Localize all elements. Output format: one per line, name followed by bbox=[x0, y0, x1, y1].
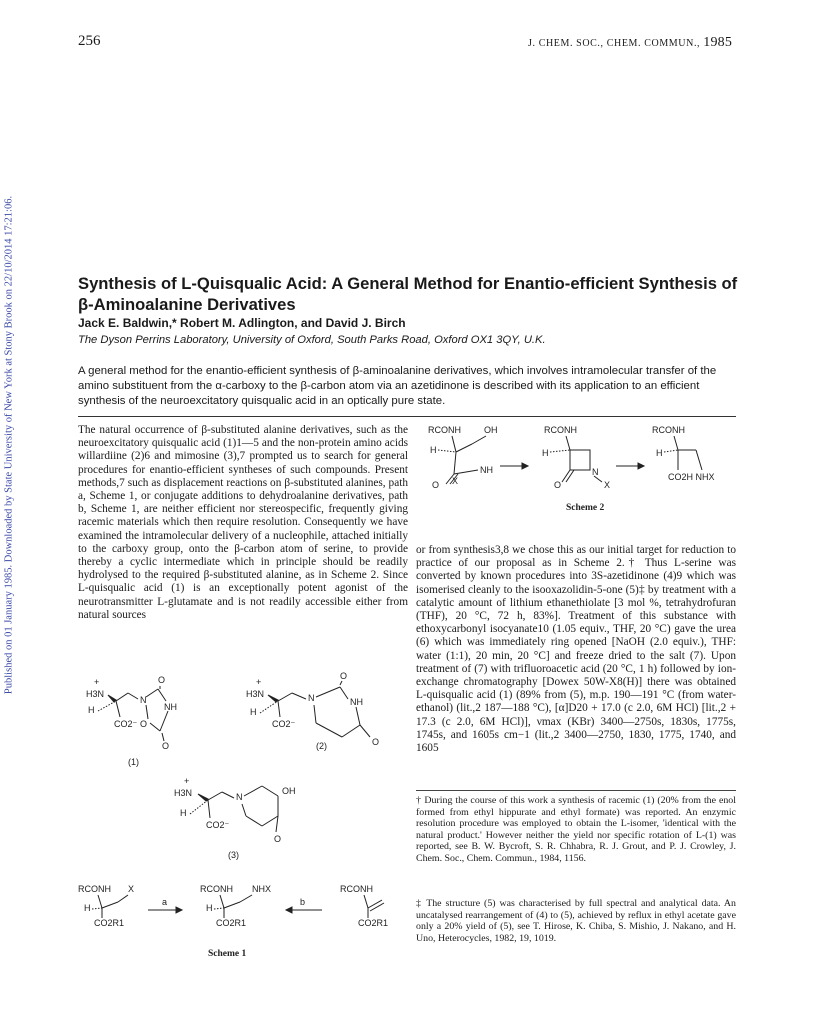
c2-plus: + bbox=[256, 677, 262, 687]
s1-path-b: b bbox=[300, 897, 306, 907]
page-number: 256 bbox=[78, 33, 101, 49]
c2-h: H bbox=[250, 707, 257, 717]
footnote-dagger: † During the course of this work a synthesis of racemic (1) (20% from the enol formed from ethyl hippurate and ethyl formate) was reported. An enzymic resolution procedure was employed to obtain the L-isomer, 'identical with the natural product.' However neither the yield nor specific rotation of L-(1) was reported, see B. W. Bycroft, S. R. Chhabra, R. J. Grout, and P. J. Crowley, J. Chem. Soc., Chem. Commun., 1984, 1156. bbox=[416, 795, 736, 864]
abstract-divider bbox=[78, 416, 736, 417]
c2-co2: CO2⁻ bbox=[272, 719, 296, 729]
s2-label-h-2: H bbox=[542, 448, 549, 458]
body-right-column: or from synthesis3,8 we chose this as our initial target for reduction to practice of our proposal as in Scheme 2.† Thus L-serine was converted by known procedures into 3S-azetidinone (4)9 which was isomerised cleanly to the isooxazolidin-5-one (5)‡ by treatment with a catalytic amount of lithium ethanethiolate [3 mol %, tetrahydrofuran (THF), 20 °C, 72 h, 83%]. Treatment of this substance with ethoxycarbonyl isocyanate10 (1.05 equiv., THF, 20 °C) gave the urea (6) which was immediately ring opened [NaOH (2.0 equiv.), THF: water (1:1), 20 min, 20 °C] and freeze dried to the salt (7). Upon treatment of (7) with trifluoroacetic acid (20 °C, 1 h) followed by ion-exchange chromatography [Dowex 50W-X8(H)] there was obtained L-quisqualic acid (1) (89% from (5), m.p. 190—191 °C (from water-ethanol) (lit.,2 187—188 °C), [α]D20 + 17.0 (c 2.0, 6M HCl) [lit.,2 + 17.3 (c 2.0, 6M HCl)], νmax (KBr) 3400—2750s, 1830s, 1775s, 1745s, and 1605s cm−1 (lit.,2 3400—2750, 1830, 1775, 1740, and 1605 bbox=[416, 544, 736, 755]
c1-n: N bbox=[140, 695, 147, 705]
journal-year: 1985 bbox=[703, 35, 733, 50]
s2-label-oh: OH bbox=[484, 425, 498, 435]
c1-plus: + bbox=[94, 677, 100, 687]
body-left-column: The natural occurrence of β-substituted alanine derivatives, such as the neuroexcitatory quisqualic acid (1)1—5 and the non-protein amino acids willardiine (2)6 and mimosine (3),7 prompted us to search for general procedures for enantio-efficient syntheses of such compounds. Present methods,7 such as displacement reactions on β-substituted alanines, path a, Scheme 1, or conjugate additions to dehydroalanine derivatives, path b, Scheme 1, are neither efficient nor stereospecific, frequently giving racemic materials which then require resolution. Consequently we have examined the intramolecular delivery of a nucleophile, attached initially to the carboxy group, onto the β-carbon atom of serine, to provide thereby a cyclic intermediate which in principle should be readily hydrolysed to the required β-substituted alanine, as in Scheme 2. Since L-quisqualic acid (1) is an exceptionally potent agonist of the neurotransmitter L-glutamate and is not readily accessible either from natural sources bbox=[78, 424, 408, 621]
c1-nh: NH bbox=[164, 702, 177, 712]
download-watermark bbox=[2, 125, 16, 765]
s1-h-1: H bbox=[84, 903, 91, 913]
c2-nh: NH bbox=[350, 697, 363, 707]
s1-co2r1-2: CO2R1 bbox=[216, 918, 247, 928]
s1-co2r1-3: CO2R1 bbox=[358, 918, 389, 928]
c3-h3n: H3N bbox=[174, 788, 193, 798]
s2-label-rconh-2: RCONH bbox=[544, 425, 577, 435]
c2-o-top: O bbox=[340, 671, 348, 681]
c1-label: (1) bbox=[128, 757, 139, 767]
s1-nhx: NHX bbox=[252, 884, 272, 894]
c3-plus: + bbox=[184, 776, 190, 786]
compound-2-structure bbox=[236, 665, 386, 765]
c3-co2: CO2⁻ bbox=[206, 820, 230, 830]
s2-label-rconh-1: RCONH bbox=[428, 425, 461, 435]
s2-label-h-3: H bbox=[656, 448, 663, 458]
s2-label-nh: NH bbox=[480, 465, 493, 475]
c3-n: N bbox=[236, 792, 243, 802]
s2-label-rconh-3: RCONH bbox=[652, 425, 685, 435]
s1-rconh-1: RCONH bbox=[78, 884, 111, 894]
article-authors: Jack E. Baldwin,* Robert M. Adlington, and David J. Birch bbox=[78, 316, 406, 330]
c1-o-top: O bbox=[158, 675, 166, 685]
s1-path-a: a bbox=[162, 897, 168, 907]
scheme-1-figure bbox=[78, 878, 408, 978]
c3-label: (3) bbox=[228, 850, 239, 860]
compound-1-structure bbox=[78, 665, 208, 770]
scheme-2-caption: Scheme 2 bbox=[566, 503, 605, 513]
s1-rconh-3: RCONH bbox=[340, 884, 373, 894]
s1-co2r1-1: CO2R1 bbox=[94, 918, 125, 928]
article-title: Synthesis of L-Quisqualic Acid: A General Method for Enantio-efficient Synthesis of β-Aminoalanine Derivatives bbox=[78, 274, 738, 314]
journal-header bbox=[528, 35, 732, 51]
c2-h3n: H3N bbox=[246, 689, 265, 699]
s1-rconh-2: RCONH bbox=[200, 884, 233, 894]
c3-oh: OH bbox=[282, 786, 296, 796]
c1-o-bottom: O bbox=[162, 741, 170, 751]
footnote-divider bbox=[416, 790, 736, 791]
scheme-2-figure bbox=[416, 420, 746, 520]
c3-o: O bbox=[274, 834, 282, 844]
article-affiliation: The Dyson Perrins Laboratory, University of Oxford, South Parks Road, Oxford OX1 3QY, U.K. bbox=[78, 334, 546, 346]
scheme-1-caption: Scheme 1 bbox=[208, 949, 247, 959]
c1-h: H bbox=[88, 705, 95, 715]
article-abstract: A general method for the enantio-efficient synthesis of β-aminoalanine derivatives, which involves intramolecular transfer of the amino substituent from the α-carboxy to the β-carbon atom via an azetidinone is described with its application to an efficient synthesis of the neuroexcitatory quisqualic acid in an optically pure state. bbox=[78, 365, 717, 407]
s2-bonds bbox=[438, 436, 702, 484]
s2-label-h-1: H bbox=[430, 445, 437, 455]
s2-label-co2h-nhx: CO2H NHX bbox=[668, 472, 715, 482]
s1-x: X bbox=[128, 884, 135, 894]
s1-h-2: H bbox=[206, 903, 213, 913]
c2-n: N bbox=[308, 693, 315, 703]
s2-label-x-2: X bbox=[604, 480, 611, 490]
s2-label-n: N bbox=[592, 467, 599, 477]
download-watermark-text[interactable]: Published on 01 January 1985. Downloaded by State University of New York at Stony Brook on 22/10/2014 17:21:06. bbox=[3, 195, 15, 695]
s2-label-o-1: O bbox=[432, 480, 440, 490]
c1-co2: CO2⁻ bbox=[114, 719, 138, 729]
c2-o-right: O bbox=[372, 737, 380, 747]
c2-label: (2) bbox=[316, 741, 327, 751]
c1-h3n: H3N bbox=[86, 689, 105, 699]
s2-label-x-1: X bbox=[452, 476, 459, 486]
c3-h: H bbox=[180, 808, 187, 818]
s2-label-o-2: O bbox=[554, 480, 562, 490]
footnote-double-dagger: ‡ The structure (5) was characterised by full spectral and analytical data. An uncatalysed rearrangement of (4) to (5), achieved by reflux in ethyl acetate gave only a 20% yield of (5), see T. Hirose, K. Chiba, S. Mishio, J. Nakano, and H. Uno, Heterocycles, 1982, 19, 1019. bbox=[416, 898, 736, 944]
c1-o-ring: O bbox=[140, 719, 148, 729]
compound-3-structure bbox=[170, 770, 320, 865]
journal-name: J. CHEM. SOC., CHEM. COMMUN., bbox=[528, 38, 701, 49]
